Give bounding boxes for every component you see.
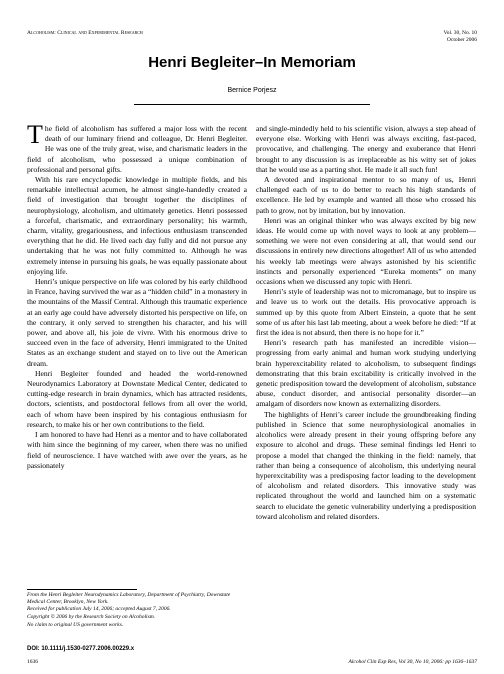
author-name: Bernice Porjesz bbox=[227, 87, 277, 94]
paragraph: Henri was an original thinker who was always excited by big new ideas. He would come up with novel ways to look at any problem—something we were not even considering at all, that would send our discussions in entirely new directions altogether! All of us who attended his weekly lab meetings were always astonished by his scientific instincts and personally experienced “Eureka moments” on many occasions when we discussed any topic with Henri. bbox=[256, 215, 476, 287]
journal-name: Alcoholism: Clinical and Experimental Research bbox=[27, 30, 143, 36]
paragraph: The highlights of Henri’s career include the groundbreaking finding published in Science that some neurophysiological anomalies in alcoholics were already present in their young offspring before any exposure to alcohol and drugs. These seminal findings led Henri to propose a model that changed the thinking in the field: namely, that rather than being a consequence of alcoholism, this underlying neural hyperexcitability was a predisposing factor leading to the development of alcoholism and related disorders. This innovative study was replicated throughout the world and launched him on a systematic search to elucidate the genetic vulnerability underlying a predisposition toward alcoholism and related disorders. bbox=[256, 409, 476, 521]
doi-text: DOI: 10.1111/j.1530-0277.2006.00229.x bbox=[27, 646, 135, 652]
paragraph: Henri’s unique perspective on life was colored by his early childhood in France, having survived the war as a “hidden child” in a monastery in the mountains of the Massif Central. Although this traumatic experience at an early age could have adversely distorted his perspective on life, on the contrary, it only served to strengthen his character, and his will power, and above all, his joie de vivre. With his enormous drive to succeed even in the face of adversity, Henri immigrated to the United States as an exchange student and stayed on to live out the American dream. bbox=[27, 277, 247, 368]
issue-info bbox=[443, 30, 477, 44]
title-divider bbox=[134, 104, 370, 105]
footnote-divider bbox=[27, 589, 137, 590]
drop-cap: T bbox=[27, 120, 43, 149]
paragraph: I am honored to have had Henri as a mentor and to have collaborated with him since the beginning of my career, when there was no unified field of neuroscience. I have watched with awe over the years, as he passionately bbox=[27, 430, 247, 470]
paragraph: A devoted and inspirational mentor to so many of us, Henri challenged each of us to do better to reach his high standards of excellence. He led by example and wanted all those who crossed his path to grow, not by imitation, but by innovation. bbox=[256, 175, 476, 215]
paragraph: Henri’s research path has manifested an incredible vision—progressing from early animal and human work studying underlying brain hyperexcitability related to alcoholism, to subsequent findings demonstrating that this brain excitability is critically involved in the genetic predisposition toward the development of alcoholism, substance abuse, conduct disorder, and antisocial personality disorder—an amalgam of disorders now known as externalizing disorders. bbox=[256, 338, 476, 409]
paragraph: Henri Begleiter founded and headed the world-renowned Neurodynamics Laboratory at Downstate Medical Center, dedicated to cutting-edge research in brain dynamics, which has attracted residents, doctors, scientists, and postdoctoral fellows from all over the world, each of whom have been inspired by his contagious enthusiasm for research, to make his or her own contributions to the field. bbox=[27, 368, 247, 429]
footnote-claim: No claim to original US government works. bbox=[27, 622, 124, 628]
footnote-received: Received for publication July 14, 2006; accepted August 7, 2006. bbox=[27, 606, 171, 612]
paragraph: With his rare encyclopedic knowledge in multiple fields, and his remarkable intellectual acumen, he almost single-handedly created a field of investigation that brought together the disciplines of neurophysiology, alcoholism, and ultimately genetics. Henri possessed a forceful, charismatic, and extraordinary personality; his warmth, charm, vitality, gregariousness, and infectious enthusiasm transcended everything that he did. He lived each day fully and did not pursue any undertaking that he was not fully committed to. Although he was extremely intense in pursuing his goals, he was equally passionate about enjoying life. bbox=[27, 175, 247, 276]
footnote-affiliation: From the Henri Begleiter Neurodynamics Laboratory, Department of Psychiatry, Downstate Medical Center, Brooklyn, New York. bbox=[27, 592, 231, 605]
page-number: 1636 bbox=[27, 659, 38, 665]
right-column bbox=[256, 124, 476, 522]
article-title: Henri Begleiter–In Memoriam bbox=[148, 54, 356, 71]
paragraph: and single-mindedly held to his scientific vision, always a step ahead of everyone else. Working with Henri was always exciting, fast-paced, provocative, and challenging. The energy and exuberance that Henri brought to any discussion is as irreplaceable as his witty set of jokes that he would use as a parting shot. He made it all such fun! bbox=[256, 124, 476, 174]
volume-label: Vol. 30, No. 10 bbox=[443, 30, 477, 36]
paragraph: The field of alcoholism has suffered a major loss with the recent death of our luminary friend and colleague, Dr. Henri Begleiter. He was one of the truly great, wise, and charismatic leaders in the field of alcoholism, who possessed a unique combination of professional and personal gifts. bbox=[27, 120, 247, 174]
citation-footer: Alcohol Clin Exp Res, Vol 30, No 10, 2006: pp 1636–1637 bbox=[348, 659, 477, 665]
paragraph: Henri’s style of leadership was not to micromanage, but to inspire us and leave us to work out the details. His provocative approach is summed up by this quote from Albert Einstein, a quote that he sent some of us after his last lab meeting, about a week before he died: “If at first the idea is not absurd, then there is no hope for it.” bbox=[256, 287, 476, 338]
date-label: October 2006 bbox=[446, 37, 477, 43]
left-column bbox=[27, 120, 247, 471]
footnote-copyright: Copyright © 2006 by the Research Society on Alcoholism. bbox=[27, 614, 156, 620]
